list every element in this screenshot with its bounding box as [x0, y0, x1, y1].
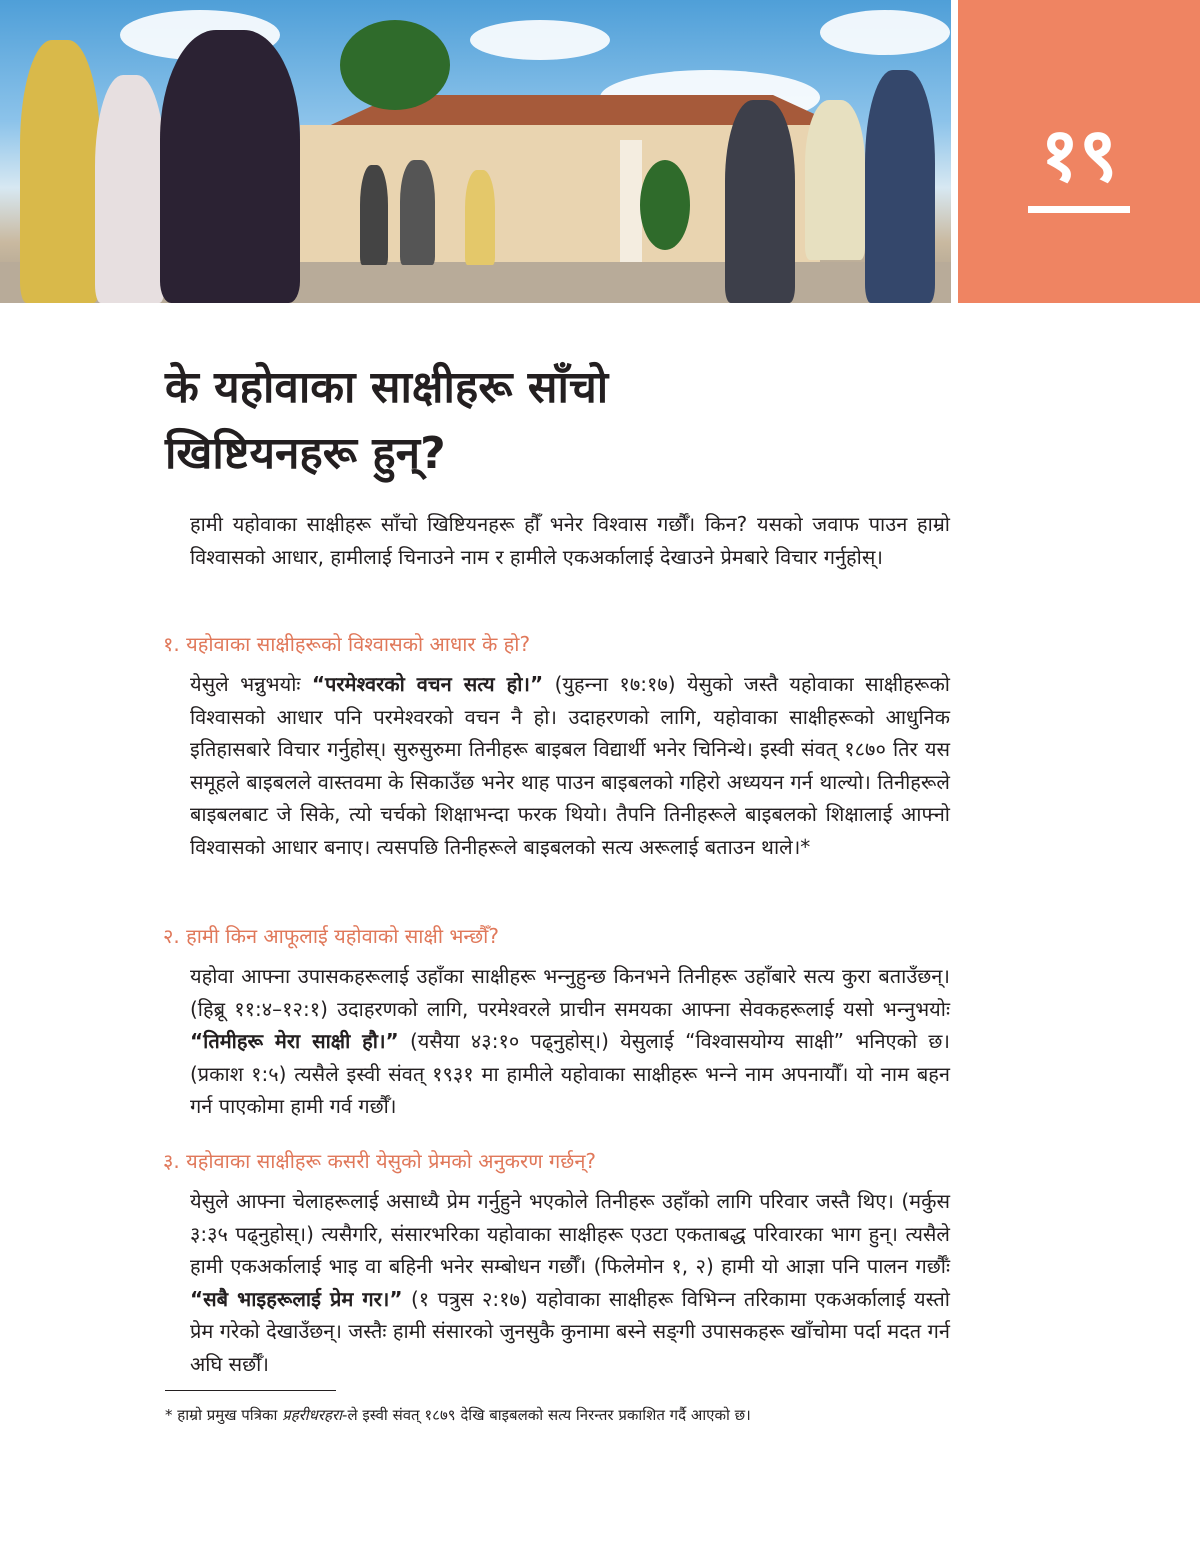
- intro-paragraph: हामी यहोवाका साक्षीहरू साँचो खिष्टियनहरू हौँ भनेर विश्वास गर्छौँ। किन? यसको जवाफ पाउन हाम्रो विश्वासको आधार, हामीलाई चिनाउने नाम र हामीले एकअर्कालाई देखाउने प्रेमबारे विचार गर्नुहोस्।: [190, 512, 950, 569]
- answer-3: [190, 1185, 950, 1380]
- page-title: के यहोवाका साक्षीहरू साँचो खिष्टियनहरू हुन्?: [165, 362, 609, 479]
- footnote-divider: [165, 1390, 336, 1391]
- answer-text: येसुले आफ्ना चेलाहरूलाई असाध्यै प्रेम गर्नुहुने भएकोले तिनीहरू उहाँको लागि परिवार जस्तै थिए। (मर्कुस ३:३५ पढ्नुहोस्।) त्यसैगरि, संसारभरिका यहोवाका साक्षीहरू एउटा एकताबद्ध परिवारका भाग हुन्। त्यसैले हामी एकअर्कालाई भाइ वा बहिनी भनेर सम्बोधन गर्छौँ। (फिलेमोन १, २) हामी यो आज्ञा पनि पालन गर्छौँः: [190, 1189, 950, 1278]
- answer-text: (युहन्‍ना १७:१७) येसुको जस्तै यहोवाका साक्षीहरूको विश्‍वासको आधार पनि परमेश्‍वरको वचन नै हो। उदाहरणको लागि, यहोवाका साक्षीहरूको आधुनिक इतिहासबारे विचार गर्नुहोस्। सुरुसुरुमा तिनीहरू बाइबल विद्यार्थी भनेर चिनिन्थे। इस्वी संवत् १८७० तिर यस समूहले बाइबलले वास्तवमा के सिकाउँछ भनेर थाह पाउन बाइबलको गहिरो अध्ययन गर्न थाल्यो। तिनीहरूले बाइबलबाट जे सिके, त्यो चर्चको शिक्षाभन्दा फरक थियो। तैपनि तिनीहरूले बाइबलको शिक्षालाई आफ्नो विश्‍वासको आधार बनाए। त्यसपछि तिनीहरूले बाइबलको सत्य अरूलाई बताउन थाले।*: [190, 672, 950, 859]
- answer-text: (१ पत्रुस २:१७) यहोवाका साक्षीहरू विभिन्‍न तरिकामा एकअर्कालाई यस्तो प्रेम गरेको देखाउँछन्। जस्तैः हामी संसारको जुनसुकै कुनामा बस्ने सङ्‌गी उपासकहरू खाँचोमा पर्दा मदत गर्न अघि सर्छौँ।: [190, 1286, 950, 1376]
- footnote-text: * हाम्रो प्रमुख पत्रिका: [165, 1406, 283, 1424]
- scripture-quote: “परमेश्‍वरको वचन सत्य हो।”: [311, 672, 544, 696]
- magazine-title: प्रहरीधरहरा: [282, 1406, 343, 1424]
- lesson-number-panel: [958, 0, 1200, 303]
- question-2: २. हामी किन आफूलाई यहोवाको साक्षी भन्छौँ?: [163, 924, 499, 948]
- header-photo: [0, 0, 951, 303]
- footnote-text: -ले इस्वी संवत् १८७९ देखि बाइबलको सत्य निरन्तर प्रकाशित गर्दै आएको छ।: [342, 1406, 751, 1424]
- question-1: १. यहोवाका साक्षीहरूको विश्वासको आधार के हो?: [163, 632, 531, 656]
- answer-2: [190, 960, 950, 1123]
- answer-text: येसुले भन्नुभयोः: [190, 672, 312, 696]
- lesson-number: १९: [1040, 112, 1118, 198]
- answer-text: (यसैया ४३:१० पढ्नुहोस्।) येसुलाई “विश्‍वासयोग्य साक्षी” भनिएको छ। (प्रकाश १:५) त्यसैले इस्वी संवत् १९३१ मा हामीले यहोवाका साक्षीहरू भन्‍ने नाम अपनायौँ। यो नाम बहन गर्न पाएकोमा हामी गर्व गर्छौँ।: [190, 1029, 950, 1118]
- answer-text: यहोवा आफ्ना उपासकहरूलाई उहाँका साक्षीहरू भन्‍नुहुन्छ किनभने तिनीहरू उहाँबारे सत्य कुरा बताउँछन्। (हिब्रू ११:४–१२:१) उदाहरणको लागि, परमेश्‍वरले प्राचीन समयका आफ्ना सेवकहरूलाई यसो भन्‍नुभयोः: [190, 964, 950, 1021]
- scripture-quote: “तिमीहरू मेरा साक्षी हौ।”: [190, 1029, 399, 1053]
- answer-1: [190, 668, 950, 863]
- lesson-number-underline: [1028, 206, 1130, 213]
- footnote: [165, 1405, 751, 1425]
- scripture-quote: “सबै भाइहरूलाई प्रेम गर।”: [190, 1286, 403, 1311]
- question-3: ३. यहोवाका साक्षीहरू कसरी येसुको प्रेमको अनुकरण गर्छन्?: [163, 1149, 597, 1173]
